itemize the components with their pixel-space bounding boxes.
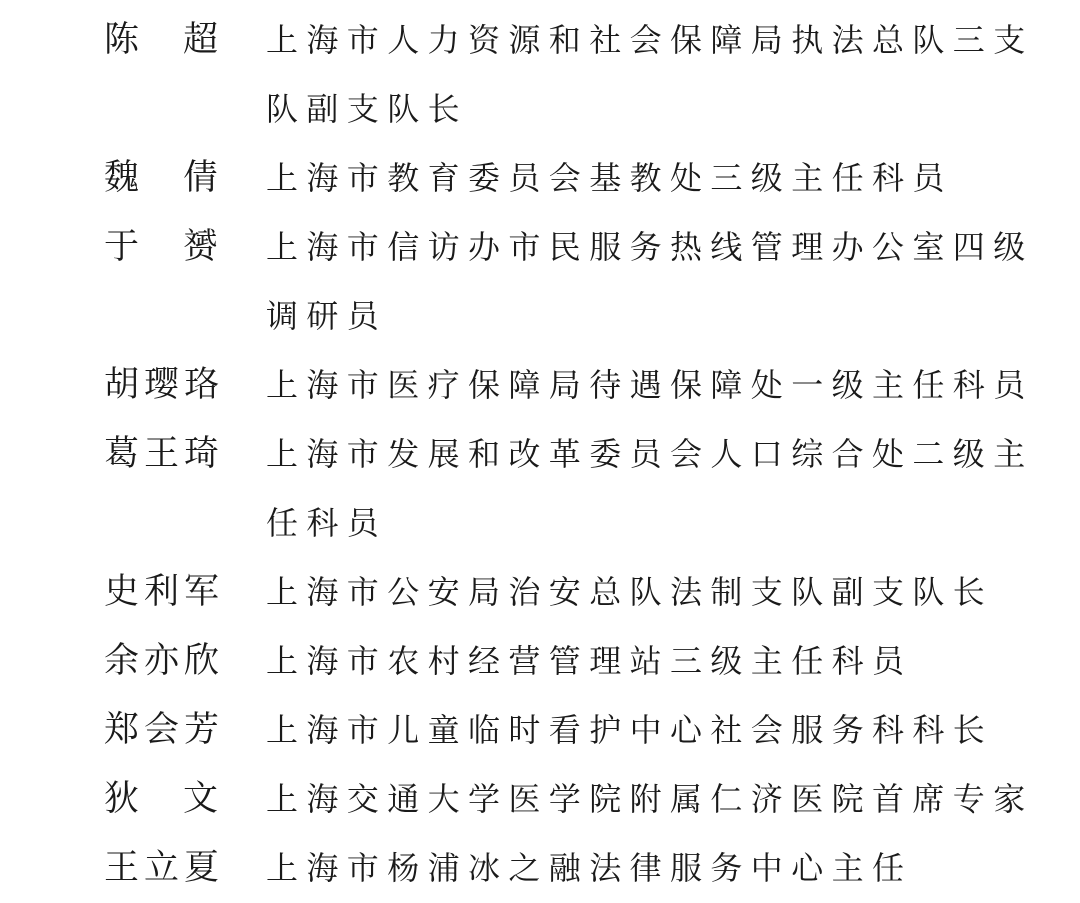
name-char: 狄 — [104, 779, 140, 819]
name-char: 陈 — [104, 20, 140, 60]
name-char: 超 — [182, 20, 218, 60]
person-name: 郑会芳 — [104, 710, 225, 750]
person-name: 胡璎珞 — [104, 365, 225, 405]
person-position: 上海市人力资源和社会保障局执法总队三支队副支队长 — [266, 21, 1034, 128]
name-char: 魏 — [104, 158, 140, 198]
person-position: 上海市农村经营管理站三级主任科员 — [266, 642, 913, 680]
list-item — [104, 834, 1064, 903]
name-char: 于 — [104, 227, 140, 267]
person-position: 上海市杨浦冰之融法律服务中心主任 — [266, 849, 913, 887]
list-item — [104, 765, 1064, 834]
list-item — [104, 696, 1064, 765]
name-char: 赟 — [182, 227, 218, 267]
list-item — [104, 558, 1064, 627]
list-item — [104, 144, 1064, 213]
person-position: 上海市信访办市民服务热线管理办公室四级调研员 — [266, 228, 1034, 335]
person-name: 余亦欣 — [104, 641, 225, 681]
person-position: 上海市医疗保障局待遇保障处一级主任科员 — [266, 366, 1034, 404]
person-name — [104, 144, 218, 212]
person-name: 葛王琦 — [104, 434, 225, 474]
list-item — [104, 627, 1064, 696]
name-char: 倩 — [182, 158, 218, 198]
person-name: 史利军 — [104, 572, 225, 612]
list-item — [104, 213, 1064, 351]
person-position: 上海交通大学医学院附属仁济医院首席专家 — [266, 780, 1034, 818]
person-name — [104, 6, 218, 74]
person-position: 上海市儿童临时看护中心社会服务科科长 — [266, 711, 994, 749]
person-position: 上海市发展和改革委员会人口综合处二级主任科员 — [266, 435, 1034, 542]
list-item — [104, 6, 1064, 144]
person-position: 上海市公安局治安总队法制支队副支队长 — [266, 573, 994, 611]
list-item — [104, 351, 1064, 420]
name-char: 文 — [182, 779, 218, 819]
person-name: 王立夏 — [104, 848, 225, 888]
person-name — [104, 765, 218, 833]
person-name — [104, 213, 218, 281]
person-position: 上海市教育委员会基教处三级主任科员 — [266, 159, 953, 197]
list-item — [104, 420, 1064, 558]
